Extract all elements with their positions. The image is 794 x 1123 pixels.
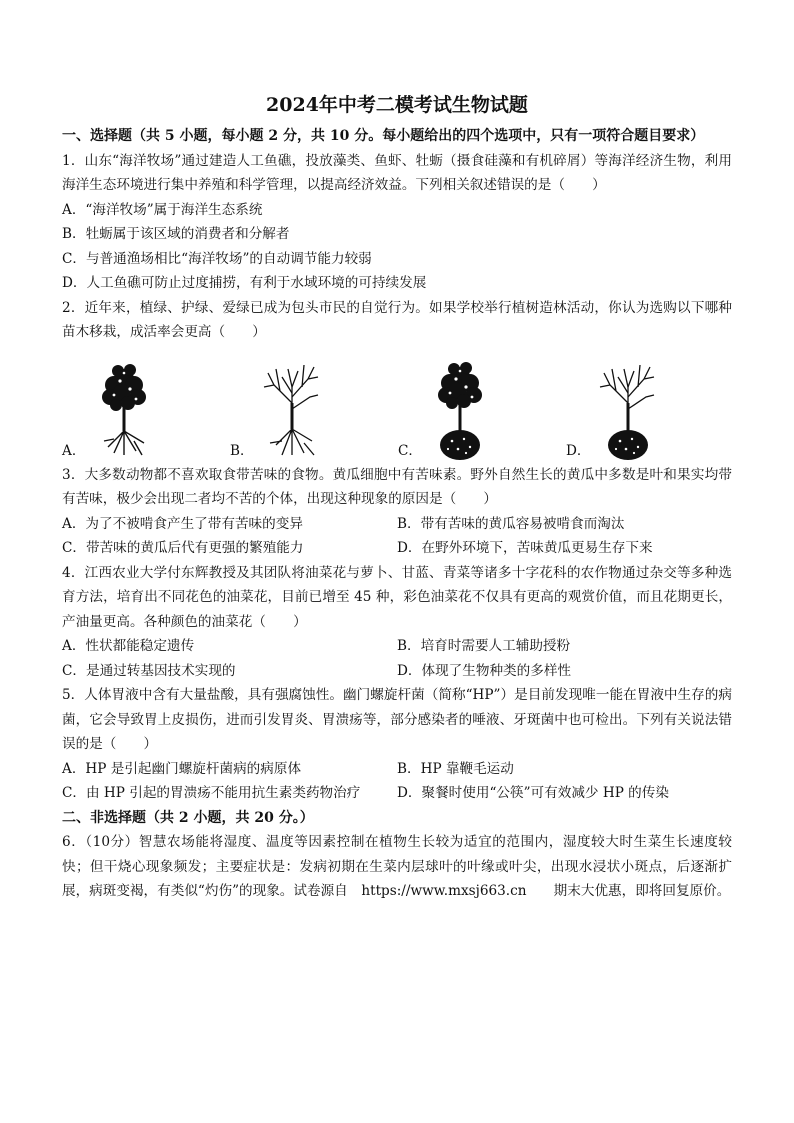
question-1-option-a[interactable]: A．“海洋牧场”属于海洋生态系统	[62, 201, 263, 218]
tree-option-d[interactable]	[566, 353, 666, 461]
question-1-option-d[interactable]: D．人工鱼礁可防止过度捕捞，有利于水域环境的可持续发展	[62, 275, 427, 291]
bare-tree-bare-roots-icon	[252, 357, 332, 461]
question-5-option-b[interactable]: B．HP 靠鞭毛运动	[397, 760, 514, 777]
section-1-heading: 一、选择题（共 5 小题，每小题 2 分，共 10 分。每小题给出的四个选项中，只有一项符合题目要求）	[62, 128, 705, 144]
tree-option-d-label: D．	[566, 442, 591, 459]
exam-page	[62, 92, 732, 904]
tree-option-c[interactable]	[398, 353, 498, 461]
question-3-option-a[interactable]: A．为了不被啃食产生了带有苦味的变异	[62, 515, 303, 532]
question-6-stem: 6．（10分）智慧农场能将湿度、温度等因素控制在植物生长较为适宜的范围内，湿度较大时生菜生长速度较快；但干烧心现象频发；主要症状是：发病初期在生菜内层球叶的叶缘或叶尖，出现水浸状小斑点，后逐渐扩展，病斑变褐，有类似“灼伤”的现象。试卷源自 https://www.mxsj663.cn 期末大优惠，即将回复原价。	[62, 834, 732, 899]
question-1-option-c[interactable]: C．与普通渔场相比“海洋牧场”的自动调节能力较弱	[62, 250, 372, 267]
tree-option-b[interactable]	[230, 353, 330, 461]
question-3-stem: 3．大多数动物都不喜欢取食带苦味的食物。黄瓜细胞中有苦味素。野外自然生长的黄瓜中多数是叶和果实均带有苦味，极少会出现二者均不苦的个体，出现这种现象的原因是（ ）	[62, 466, 732, 507]
tree-option-c-label: C．	[398, 442, 422, 459]
question-1-stem: 1．山东“海洋牧场”通过建造人工鱼礁，投放藻类、鱼虾、牡蛎（摄食硅藻和有机碎屑）等海洋经济生物，利用海洋生态环境进行集中养殖和科学管理，以提高经济效益。下列相关叙述错误的是（ ）	[62, 152, 732, 193]
question-3-options-row-1	[62, 512, 732, 537]
tree-option-b-label: B．	[230, 442, 254, 459]
question-5-stem: 5．人体胃液中含有大量盐酸，具有强腐蚀性。幽门螺旋杆菌（简称“HP”）是目前发现唯一能在胃液中生存的病菌，它会导致胃上皮损伤，进而引发胃炎、胃溃疡等，部分感染者的唾液、牙斑菌中也可检出。下列有关说法错误的是（ ）	[62, 687, 732, 752]
question-1-option-b[interactable]: B．牡蛎属于该区域的消费者和分解者	[62, 226, 290, 242]
question-4-options-row-1	[62, 634, 732, 659]
question-4-option-c[interactable]: C．是通过转基因技术实现的	[62, 662, 236, 679]
question-2-stem: 2．近年来，植绿、护绿、爱绿已成为包头市民的自觉行为。如果学校举行植树造林活动，你认为选购以下哪种苗木移栽，成活率会更高（ ）	[62, 299, 732, 340]
question-5-option-c[interactable]: C．由 HP 引起的胃溃疡不能用抗生素类药物治疗	[62, 785, 361, 801]
question-2-figure	[62, 353, 732, 461]
leafy-tree-root-ball-icon	[420, 357, 500, 461]
question-5-options-row-1	[62, 757, 732, 782]
page-title: 2024年中考二模考试生物试题	[266, 94, 528, 116]
question-3-option-c[interactable]: C．带苦味的黄瓜后代有更强的繁殖能力	[62, 540, 304, 556]
question-5-option-d[interactable]: D．聚餐时使用“公筷”可有效减少 HP 的传染	[397, 785, 669, 801]
question-5-option-a[interactable]: A．HP 是引起幽门螺旋杆菌病的病原体	[62, 760, 302, 777]
tree-option-a-label: A．	[62, 442, 86, 459]
question-4-option-d[interactable]: D．体现了生物种类的多样性	[397, 662, 572, 679]
question-3-option-d[interactable]: D．在野外环境下，苦味黄瓜更易生存下来	[397, 540, 653, 556]
question-4-option-b[interactable]: B．培育时需要人工辅助授粉	[397, 638, 571, 654]
tree-option-a[interactable]	[62, 353, 162, 461]
question-4-option-a[interactable]: A．性状都能稳定遗传	[62, 638, 195, 654]
question-4-stem: 4．江西农业大学付东辉教授及其团队将油菜花与萝卜、甘蓝、青菜等诸多十字花科的农作物通过杂交等多种选育方法，培育出不同花色的油菜花，目前已增至 45 种，彩色油菜花不仅具有更高的观赏价值，而且花期更长，产油量更高。各种颜色的油菜花（ ）	[62, 564, 732, 630]
question-3-options-row-2	[62, 536, 732, 561]
question-5-options-row-2	[62, 781, 732, 806]
leafy-tree-bare-roots-icon	[84, 357, 164, 461]
question-3-option-b[interactable]: B．带有苦味的黄瓜容易被啃食而淘汰	[397, 515, 625, 532]
bare-tree-root-ball-icon	[588, 357, 668, 461]
section-2-heading: 二、非选择题（共 2 小题，共 20 分。）	[62, 809, 314, 826]
question-4-options-row-2	[62, 659, 732, 684]
